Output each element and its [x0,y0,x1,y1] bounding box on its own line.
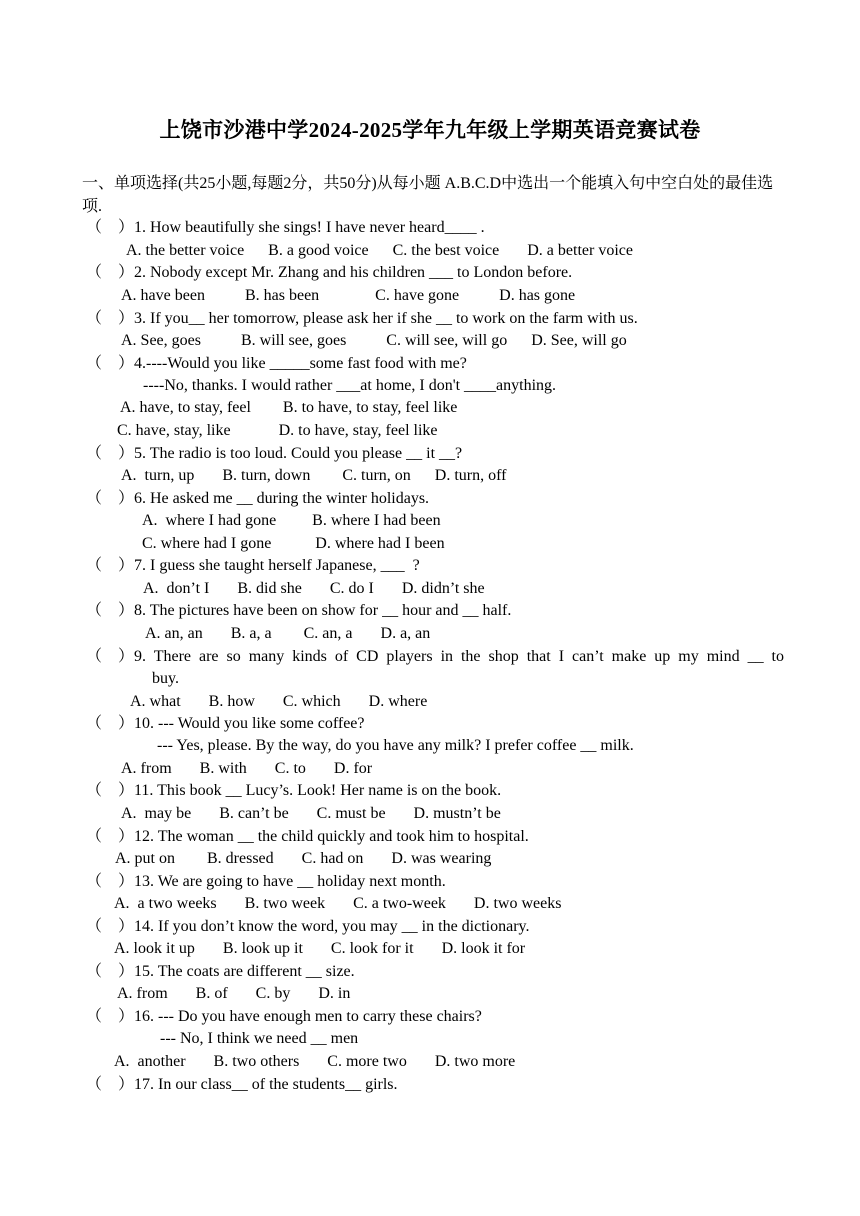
question-text: 4.----Would you like _____some fast food with me? [134,355,467,372]
answer-options: A. the better voice B. a good voice C. the best voice D. a better voice [126,242,633,259]
question-stem [86,489,860,509]
question-stem [86,962,860,982]
answer-options: A. where I had gone B. where I had been [142,512,441,529]
answer-options: A. See, goes B. will see, goes C. will see, will go D. See, will go [121,332,627,349]
answer-options: A. from B. with C. to D. for [121,760,373,777]
answer-blank[interactable]: （ ） [86,602,135,619]
answer-blank[interactable]: （ ） [86,490,135,507]
answer-options: A. an, an B. a, a C. an, a D. a, an [145,625,431,642]
question-stem [86,444,860,464]
answer-options: A. have been B. has been C. have gone D. has gone [121,287,576,304]
question-stem [86,218,860,238]
question-stem [86,263,860,283]
answer-options: A. turn, up B. turn, down C. turn, on D. turn, off [121,467,507,484]
answer-blank[interactable]: （ ） [86,1076,135,1093]
answer-blank[interactable]: （ ） [86,264,135,281]
question-stem [86,781,860,801]
answer-options: A. another B. two others C. more two D. two more [114,1053,516,1070]
question-stem [86,1007,860,1027]
question-stem [86,1075,860,1095]
answer-options: A. may be B. can’t be C. must be D. mustn’t be [121,805,501,822]
question-text: 7. I guess she taught herself Japanese, ___ ? [134,557,420,574]
question-stem [86,872,860,892]
question-stem [86,827,860,847]
answer-blank[interactable]: （ ） [86,918,135,935]
question-text: 8. The pictures have been on show for __ hour and __ half. [134,602,512,619]
question-text: 16. --- Do you have enough men to carry these chairs? [134,1008,482,1025]
answer-blank[interactable]: （ ） [86,873,135,890]
answer-blank[interactable]: （ ） [86,1008,135,1025]
question-text: 17. In our class__ of the students__ girls. [134,1076,398,1093]
question-text: 6. He asked me __ during the winter holidays. [134,490,430,507]
answer-blank[interactable]: （ ） [86,355,135,372]
question-stem [86,556,860,576]
answer-blank[interactable]: （ ） [86,715,135,732]
question-stem [86,647,784,667]
question-text: 14. If you don’t know the word, you may __ in the dictionary. [134,918,530,935]
answer-blank[interactable]: （ ） [86,648,134,665]
answer-blank[interactable]: （ ） [86,828,135,845]
question-reply: --- No, I think we need __ men [160,1030,359,1047]
question-stem [86,309,860,329]
answer-options: A. from B. of C. by D. in [117,985,351,1002]
question-text: 15. The coats are different __ size. [134,963,355,980]
question-text: 5. The radio is too loud. Could you please __ it __? [134,445,463,462]
answer-options: A. look it up B. look up it C. look for it D. look it for [114,940,526,957]
page-title: 上饶市沙港中学2024-2025学年九年级上学期英语竞赛试卷 [159,118,701,142]
question-text: 10. --- Would you like some coffee? [134,715,365,732]
question-stem [86,601,860,621]
question-stem [86,714,860,734]
question-text: 9. There are so many kinds of CD players in the shop that I can’t make up my mind __ to [134,648,784,665]
question-stem [86,917,860,937]
answer-blank[interactable]: （ ） [86,782,135,799]
answer-blank[interactable]: （ ） [86,963,135,980]
question-text: 2. Nobody except Mr. Zhang and his children ___ to London before. [134,264,573,281]
answer-options: C. where had I gone D. where had I been [142,535,445,552]
section-heading: 一、单项选择(共25小题,每题2分，共50分)从每小题 A.B.C.D中选出一个能填入句中空白处的最佳选项. [82,175,774,215]
question-text: 1. How beautifully she sings! I have never heard____ . [134,219,485,236]
answer-options: A. put on B. dressed C. had on D. was wearing [115,850,492,867]
question-text: 11. This book __ Lucy’s. Look! Her name is on the book. [134,782,502,799]
question-text: 3. If you__ her tomorrow, please ask her if she __ to work on the farm with us. [134,310,638,327]
question-text: 12. The woman __ the child quickly and took him to hospital. [134,828,529,845]
question-text: 13. We are going to have __ holiday next month. [134,873,446,890]
answer-blank[interactable]: （ ） [86,445,135,462]
answer-blank[interactable]: （ ） [86,310,135,327]
answer-options: A. don’t I B. did she C. do I D. didn’t she [143,580,485,597]
answer-blank[interactable]: （ ） [86,557,135,574]
answer-options: A. a two weeks B. two week C. a two-week D. two weeks [114,895,562,912]
question-stem [86,354,860,374]
answer-blank[interactable]: （ ） [86,219,135,236]
answer-options: A. have, to stay, feel B. to have, to stay, feel like [120,399,458,416]
question-reply: ----No, thanks. I would rather ___at home, I don't ____anything. [143,377,557,394]
answer-options: C. have, stay, like D. to have, stay, feel like [117,422,438,439]
question-reply: --- Yes, please. By the way, do you have any milk? I prefer coffee __ milk. [157,737,634,754]
answer-options: A. what B. how C. which D. where [130,693,428,710]
question-continuation: buy. [152,670,179,687]
